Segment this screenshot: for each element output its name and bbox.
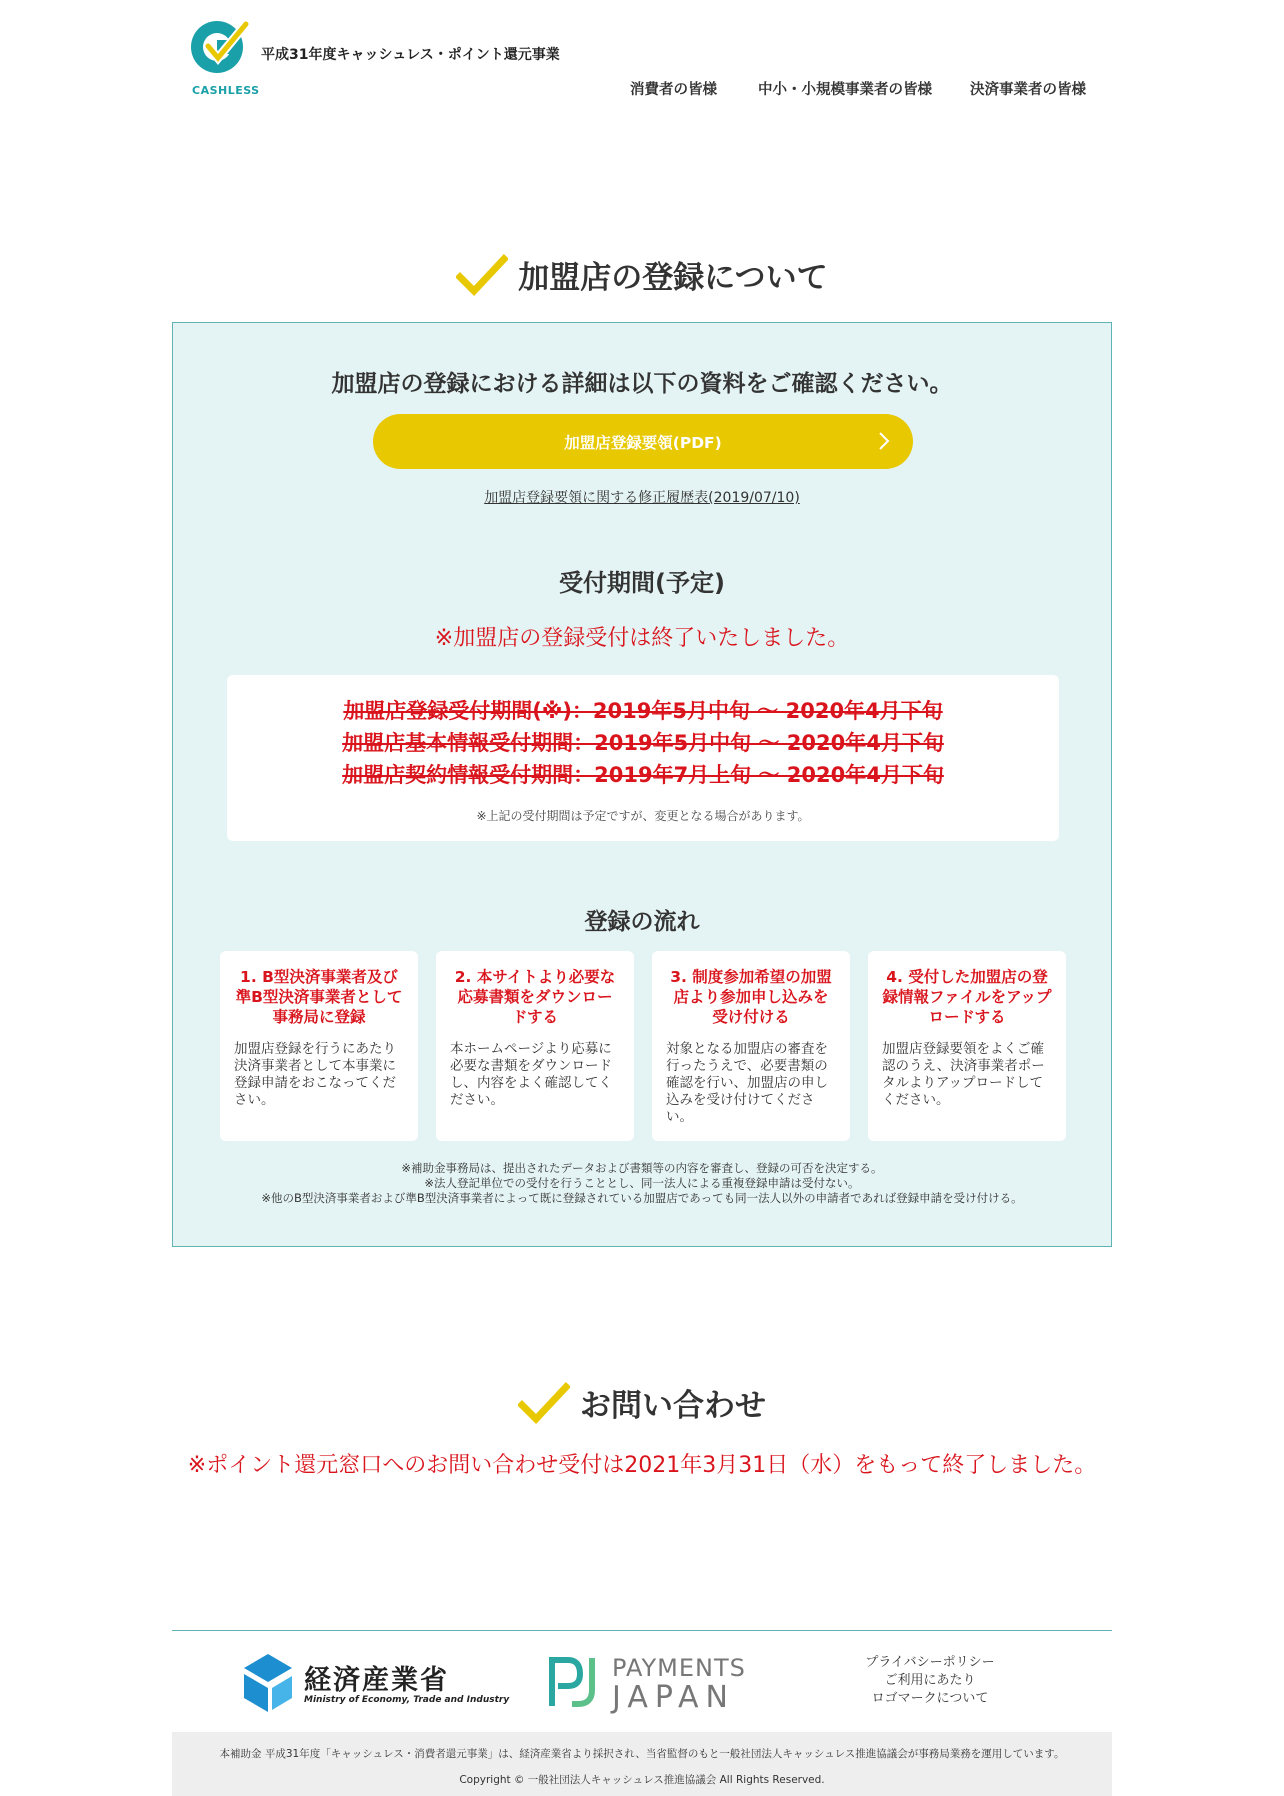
period-line: 加盟店登録受付期間(※)：2019年5月中旬 〜 2020年4月下旬: [343, 699, 943, 723]
payments-japan-logo[interactable]: [546, 1652, 746, 1715]
footer-description: 本補助金 平成31年度「キャッシュレス・消費者還元事業」は、経済産業省より採択され、当省監督のもと一般社団法人キャッシュレス推進協議会が事務局業務を運用しています。: [219, 1748, 1065, 1760]
note-line: ※法人登記単位での受付を行うこととし、同一法人による重複登録申請は受付ない。: [424, 1176, 860, 1190]
registration-closed-note: ※加盟店の登録受付は終了いたしました。: [434, 626, 850, 651]
flow-step: [220, 951, 418, 1141]
nav-payment-providers[interactable]: 決済事業者の皆様: [970, 82, 1086, 98]
logo-text: CASHLESS: [192, 84, 260, 97]
meti-name-en: Ministry of Economy, Trade and Industry: [304, 1695, 510, 1705]
flow-step-title: 4. 受付した加盟店の登録情報ファイルをアップロードする: [882, 968, 1052, 1026]
check-icon: [518, 1381, 570, 1425]
terms-of-use-link[interactable]: ご利用にあたり: [884, 1673, 976, 1688]
meti-logo[interactable]: [238, 1652, 510, 1714]
check-icon: [456, 253, 508, 297]
flow-title: 登録の流れ: [584, 909, 700, 935]
period-line: 加盟店基本情報受付期間：2019年5月中旬 〜 2020年4月下旬: [342, 731, 944, 755]
site-title: 平成31年度キャッシュレス・ポイント還元事業: [261, 47, 560, 63]
period-line: 加盟店契約情報受付期間：2019年7月上旬 〜 2020年4月下旬: [342, 763, 944, 787]
flow-step-title: 1. B型決済事業者及び準B型決済事業者として事務局に登録: [235, 968, 403, 1026]
pdf-download-button[interactable]: [373, 414, 913, 469]
nav-consumers[interactable]: 消費者の皆様: [630, 82, 717, 98]
registration-heading: [0, 252, 1284, 297]
flow-step-desc: 加盟店登録を行うにあたり決済事業者として本事業に登録申請をおこなってください。: [234, 1041, 396, 1108]
contact-heading: [0, 1380, 1284, 1425]
contact-closed-message: ※ポイント還元窓口へのお問い合わせ受付は2021年3月31日（水）をもって終了しました。: [187, 1453, 1097, 1478]
footer-divider: [172, 1630, 1112, 1631]
period-card: [227, 675, 1059, 841]
registration-notes: [173, 1161, 1111, 1206]
registration-lead: 加盟店の登録における詳細は以下の資料をご確認ください。: [331, 371, 953, 397]
meti-emblem-icon: [238, 1652, 298, 1714]
flow-step-desc: 対象となる加盟店の審査を行ったうえで、必要書類の確認を行い、加盟店の申し込みを受け付けてください。: [666, 1041, 828, 1125]
registration-panel: [172, 322, 1112, 1247]
registration-title: 加盟店の登録について: [518, 260, 828, 296]
note-line: ※他のB型決済事業者および準B型決済事業者によって既に登録されている加盟店であっても同一法人以外の申請者であれば登録申請を受け付ける。: [261, 1191, 1023, 1205]
nav-small-business[interactable]: 中小・小規模事業者の皆様: [758, 82, 932, 98]
period-title: 受付期間(予定): [559, 569, 725, 597]
flow-step: [652, 951, 850, 1141]
privacy-policy-link[interactable]: プライバシーポリシー: [865, 1655, 995, 1670]
flow-step-title: 3. 制度参加希望の加盟店より参加申し込みを受け付ける: [670, 968, 832, 1026]
flow-step: [868, 951, 1066, 1141]
logo-mark-link[interactable]: ロゴマークについて: [871, 1691, 989, 1706]
chevron-right-icon: [877, 430, 891, 452]
flow-step: [436, 951, 634, 1141]
flow-step-title: 2. 本サイトより必要な応募書類をダウンロードする: [454, 968, 616, 1026]
pj-wordmark-top: PAYMENTS: [612, 1654, 746, 1682]
payments-japan-emblem-icon: [546, 1652, 604, 1708]
flow-step-desc: 本ホームページより応募に必要な書類をダウンロードし、内容をよく確認してください。: [450, 1041, 612, 1108]
pj-wordmark-bottom: JAPAN: [612, 1680, 735, 1715]
footer-bar: [172, 1732, 1112, 1796]
cashless-logo[interactable]: [188, 18, 260, 102]
period-note: ※上記の受付期間は予定ですが、変更となる場合があります。: [476, 809, 810, 823]
contact-title: お問い合わせ: [580, 1388, 766, 1424]
revision-history-link[interactable]: 加盟店登録要領に関する修正履歴表(2019/07/10): [484, 490, 800, 506]
flow-step-desc: 加盟店登録要領をよくご確認のうえ、決済事業者ポータルよりアップロードしてください。: [882, 1041, 1045, 1108]
footer-links: [830, 1654, 1030, 1708]
pdf-download-label: 加盟店登録要領(PDF): [564, 433, 722, 452]
meti-name-jp: 経済産業省: [304, 1665, 449, 1696]
note-line: ※補助金事務局は、提出されたデータおよび書類等の内容を審査し、登録の可否を決定する。: [401, 1161, 883, 1175]
copyright: Copyright © 一般社団法人キャッシュレス推進協議会 All Rights Reserved.: [459, 1774, 825, 1786]
